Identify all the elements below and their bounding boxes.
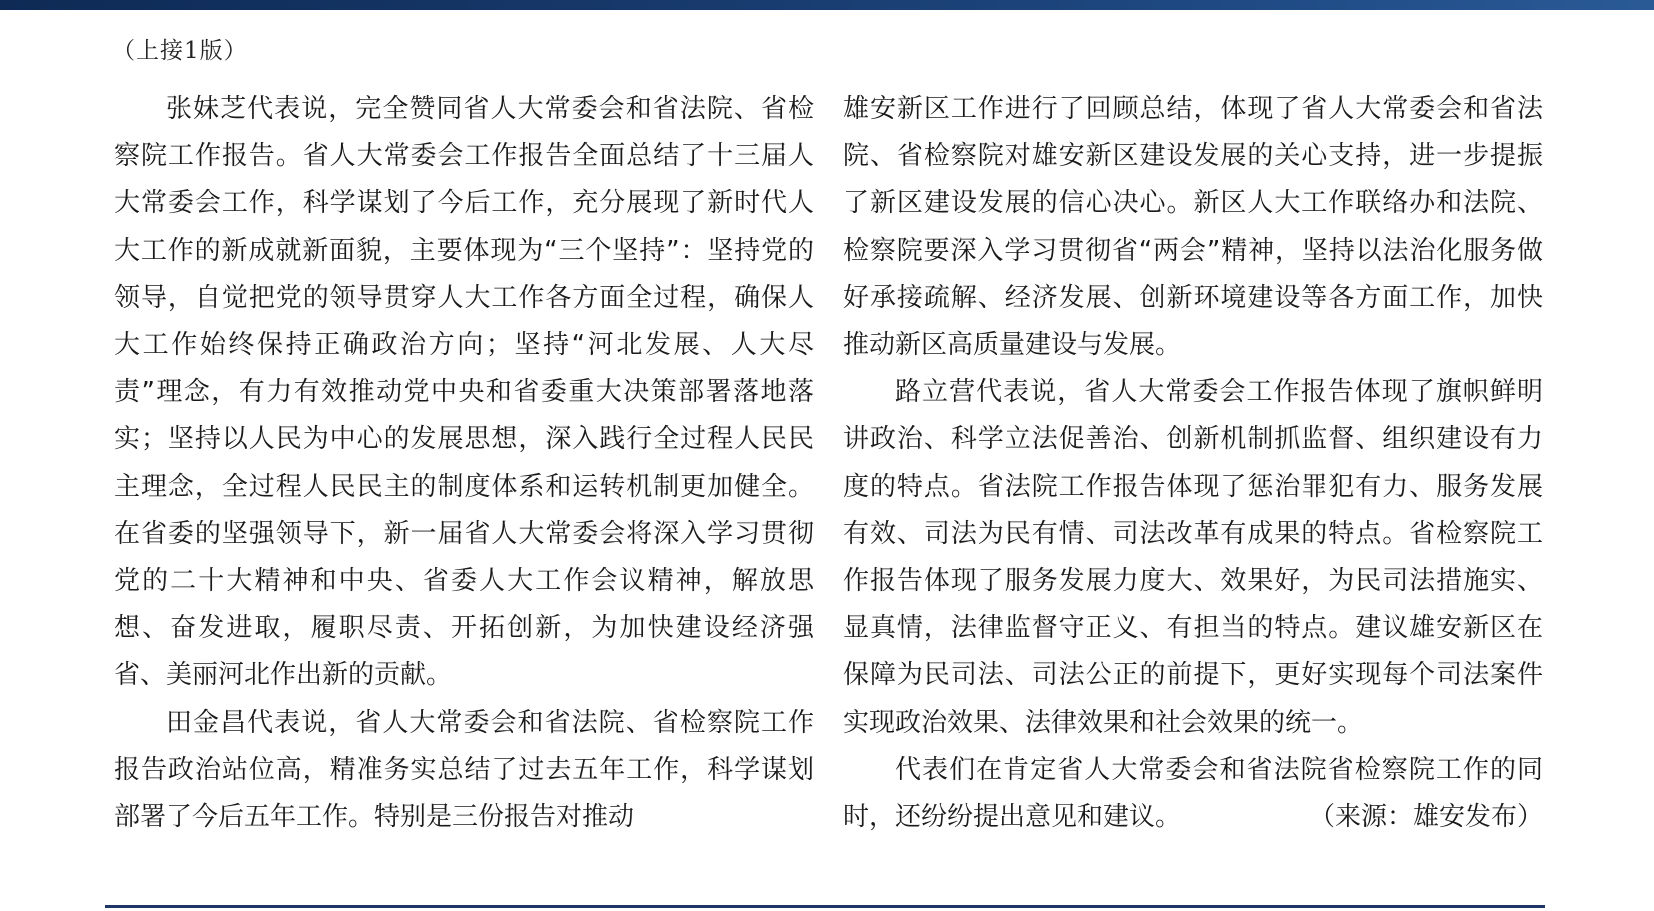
paragraph-closing-text: 代表们在肯定省人大常委会和省法院省检察院工作的同时，还纷纷提出意见和建议。 xyxy=(843,754,1543,833)
continuation-note: （上接1版） xyxy=(112,38,248,64)
paragraph-closing xyxy=(843,747,1543,841)
paragraph-zhang-meizhi: 张妹芝代表说，完全赞同省人大常委会和省法院、省检察院工作报告。省人大常委会工作报告全面总结了十三届人大常委会工作，科学谋划了今后工作，充分展现了新时代人大工作的新成就新面貌，主要体现为“三个坚持”：坚持党的领导，自觉把党的领导贯穿人大工作各方面全过程，确保人大工作始终保持正确政治方向；坚持“河北发展、人大尽责”理念，有力有效推动党中央和省委重大决策部署落地落实；坚持以人民为中心的发展思想，深入践行全过程人民民主理念，全过程人民民主的制度体系和运转机制更加健全。在省委的坚强领导下，新一届省人大常委会将深入学习贯彻党的二十大精神和中央、省委人大工作会议精神，解放思想、奋发进取，履职尽责、开拓创新，为加快建设经济强省、美丽河北作出新的贡献。 xyxy=(114,94,814,691)
source-credit: （来源：雄安发布） xyxy=(1308,802,1543,833)
article-column-right xyxy=(843,86,1543,841)
paragraph-lu-liying: 路立营代表说，省人大常委会工作报告体现了旗帜鲜明讲政治、科学立法促善治、创新机制抓监督、组织建设有力度的特点。省法院工作报告体现了惩治罪犯有力、服务发展有效、司法为民有情、司法改革有成果的特点。省检察院工作报告体现了服务发展力度大、效果好，为民司法措施实、显真情，法律监督守正义、有担当的特点。建议雄安新区在保障为民司法、司法公正的前提下，更好实现每个司法案件实现政治效果、法律效果和社会效果的统一。 xyxy=(843,377,1543,738)
paragraph-continued: 雄安新区工作进行了回顾总结，体现了省人大常委会和省法院、省检察院对雄安新区建设发展的关心支持，进一步提振了新区建设发展的信心决心。新区人大工作联络办和法院、检察院要深入学习贯彻省“两会”精神，坚持以法治化服务做好承接疏解、经济发展、创新环境建设等各方面工作，加快推动新区高质量建设与发展。 xyxy=(843,94,1543,361)
top-banner-bar xyxy=(0,0,1654,10)
paragraph-tian-jinchang: 田金昌代表说，省人大常委会和省法院、省检察院工作报告政治站位高，精准务实总结了过去五年工作，科学谋划部署了今后五年工作。特别是三份报告对推动 xyxy=(114,707,814,833)
bottom-rule xyxy=(105,905,1545,908)
article-column-left xyxy=(114,86,814,841)
